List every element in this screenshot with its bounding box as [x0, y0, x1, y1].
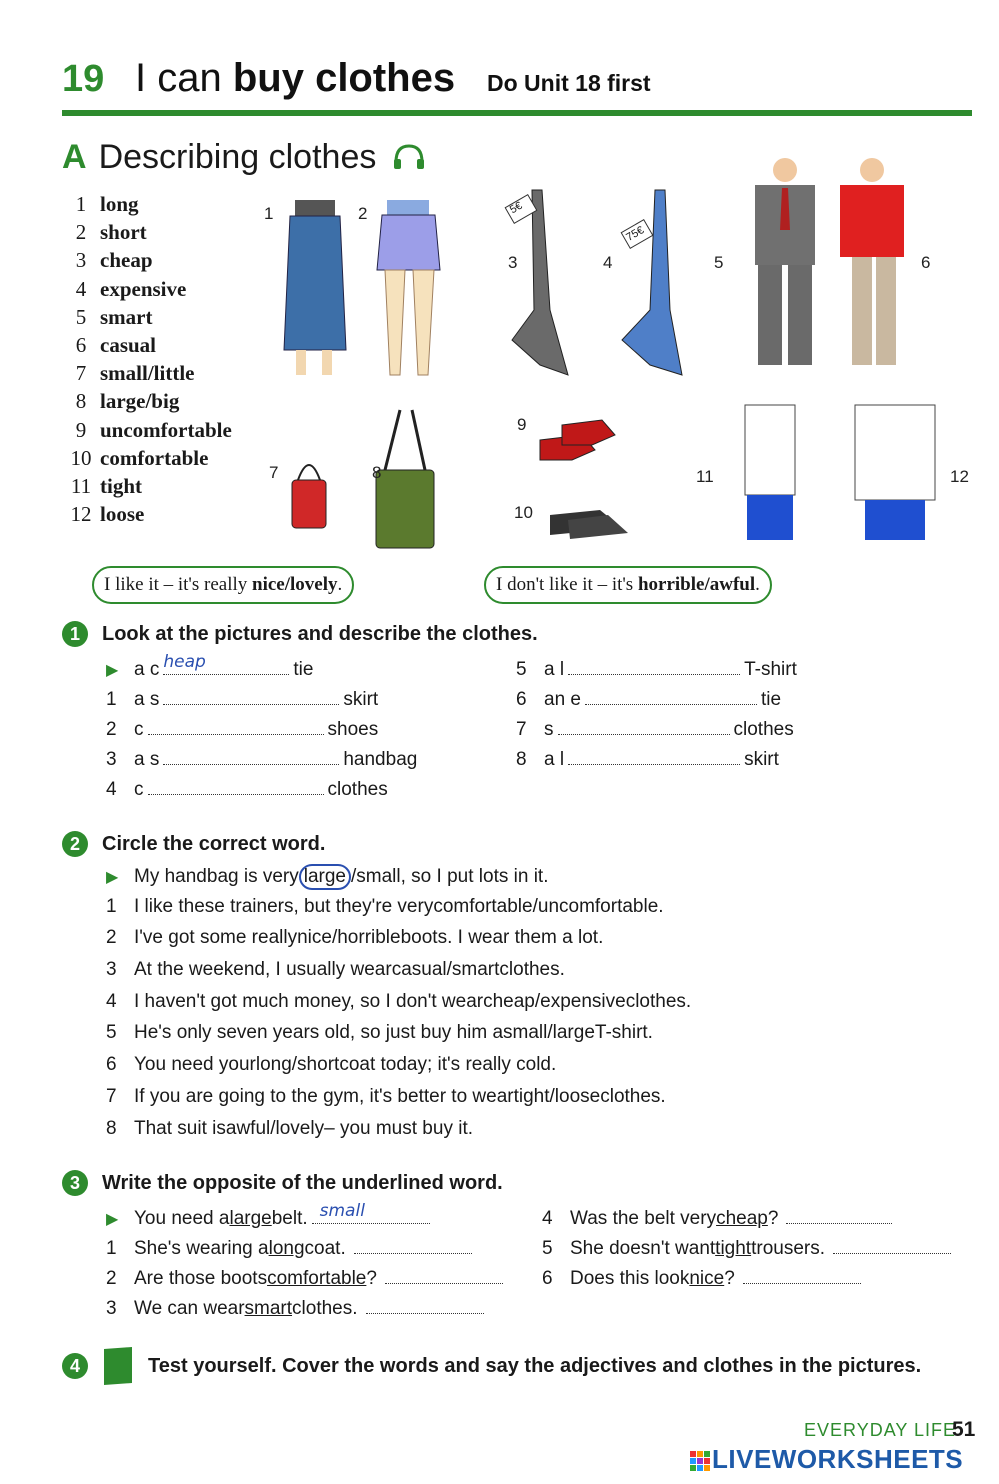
exercise-2-item: 7 If you are going to the gym, it's better to wear tight/loose clothes.	[106, 1085, 666, 1107]
exercise-1-right-column	[516, 658, 797, 778]
answer-blank[interactable]	[833, 1237, 951, 1254]
green-card-icon	[104, 1347, 132, 1385]
picture-number-10: 10	[514, 503, 533, 522]
exercise-3-badge: 3	[62, 1170, 88, 1196]
vocab-word: short	[100, 220, 147, 245]
vocab-item	[62, 248, 232, 276]
page-number: 51	[952, 1418, 976, 1441]
picture-number-4: 4	[603, 253, 613, 272]
vocab-word: loose	[100, 502, 145, 527]
vocab-word: long	[100, 192, 139, 216]
unit-title: I can buy clothes	[135, 56, 456, 100]
exercise-2-item: 2 I've got some really nice/horrible boots. I wear them a lot.	[106, 927, 604, 949]
exercise-1-left-column	[106, 652, 418, 808]
exercise-3-item: 2 Are those boots comfortable ?	[106, 1267, 507, 1297]
comfortable-shoes-illustration	[550, 510, 628, 539]
exercise-2-item: 6 You need your long/short coat today; it's really cold.	[106, 1054, 557, 1076]
exercise-4-badge: 4	[62, 1353, 88, 1379]
exercise-2-badge: 2	[62, 831, 88, 857]
circled-answer[interactable]: large	[299, 864, 351, 890]
exercise-4: 4 Test yourself. Cover the words and say the adjectives and clothes in the pictures.	[62, 1348, 921, 1384]
picture-number-8: 8	[372, 463, 382, 482]
picture-number-9: 9	[517, 415, 527, 434]
vocab-word: smart	[100, 304, 153, 329]
exercise-1-heading: 1 Look at the pictures and describe the clothes.	[62, 621, 538, 647]
loose-clothes-illustration	[855, 405, 935, 540]
picture-number-3: 3	[508, 253, 518, 272]
small-handbag-illustration	[292, 465, 326, 528]
vocab-number: 4	[75, 276, 87, 301]
header-rule	[62, 110, 972, 116]
unit-number: 19	[62, 58, 105, 100]
long-skirt-illustration	[284, 200, 346, 375]
vocab-number: 10	[70, 445, 92, 470]
vocab-item	[62, 305, 232, 333]
exercise-2-item: 5 He's only seven years old, so just buy him a small/large T-shirt.	[106, 1022, 653, 1044]
suit-man-illustration	[755, 158, 815, 365]
vocab-item	[62, 418, 232, 446]
vocab-item	[62, 361, 232, 389]
vocab-item	[62, 277, 232, 305]
vocab-number: 2	[75, 220, 87, 245]
vocab-item	[62, 474, 232, 502]
vocab-number: 9	[75, 417, 87, 442]
answer-blank[interactable]	[163, 688, 339, 705]
exercise-2-item: 8 That suit is awful/lovely – you must buy it.	[106, 1117, 473, 1139]
cheap-tie-illustration	[505, 190, 568, 375]
answer-blank[interactable]	[558, 718, 730, 735]
answer-blank[interactable]	[568, 658, 740, 675]
vocab-number: 8	[75, 389, 87, 414]
vocab-word: comfortable	[100, 445, 209, 470]
vocab-word: expensive	[100, 276, 187, 301]
exercise-1-item: 3 a s handbag	[106, 749, 418, 770]
answer-blank[interactable]	[585, 688, 757, 705]
exercise-1-item: 4 c clothes	[106, 779, 388, 800]
picture-number-7: 7	[269, 463, 279, 482]
exercise-1-badge: 1	[62, 621, 88, 647]
word-options[interactable]: long/short	[255, 1054, 340, 1076]
tight-clothes-illustration	[745, 405, 795, 540]
word-options[interactable]: nice/horrible	[297, 927, 401, 949]
exercise-3-item: 1 She's wearing a long coat.	[106, 1237, 507, 1267]
exercise-1-item: 1 a s skirt	[106, 689, 379, 710]
word-options[interactable]: comfortable/uncomfortable	[433, 895, 659, 917]
grid-logo-icon	[690, 1451, 710, 1471]
speech-bubble-dislike: I don't like it – it's horrible/awful.	[484, 566, 772, 604]
answer-blank[interactable]	[366, 1297, 484, 1314]
exercise-1-item: 5 a l T-shirt	[516, 659, 797, 680]
expensive-tie-illustration	[621, 190, 682, 375]
answer-blank[interactable]	[148, 718, 324, 735]
casual-man-illustration	[840, 158, 904, 365]
vocab-number: 12	[70, 502, 92, 527]
exercise-1-example: ▶ a c heap tie	[106, 652, 314, 680]
vocab-number: 5	[75, 304, 87, 329]
picture-number-11: 11	[696, 467, 714, 486]
picture-number-6: 6	[921, 253, 931, 272]
answer-blank[interactable]	[148, 778, 324, 795]
vocab-word: cheap	[100, 248, 153, 273]
word-options[interactable]: awful/lovely	[225, 1117, 325, 1139]
uncomfortable-shoes-illustration	[540, 420, 615, 460]
price-tag-cheap: 5€	[507, 199, 525, 217]
exercise-3-heading: 3 Write the opposite of the underlined word.	[62, 1170, 503, 1196]
vocab-item	[62, 192, 232, 220]
exercise-1-item: 2 c shoes	[106, 719, 379, 740]
exercise-3-item: 5 She doesn't want tight trousers.	[542, 1237, 955, 1267]
exercise-1-item: 7 s clothes	[516, 719, 794, 740]
speech-bubble-like: I like it – it's really nice/lovely.	[92, 566, 354, 604]
picture-number-2: 2	[358, 204, 368, 223]
vocab-item	[62, 389, 232, 417]
vocab-item	[62, 446, 232, 474]
vocab-word: uncomfortable	[100, 417, 232, 442]
vocab-word: large/big	[100, 389, 180, 414]
exercise-3-item: 4 Was the belt very cheap ?	[542, 1207, 955, 1237]
vocab-number: 7	[75, 361, 87, 386]
section-a-title: A Describing clothes	[62, 138, 426, 177]
vocab-number: 6	[75, 332, 87, 357]
price-tag-expensive: 75€	[624, 224, 647, 244]
liveworksheets-logo: LIVEWORKSHEETS	[690, 1444, 963, 1475]
exercise-2-item: 4 I haven't got much money, so I don't wear cheap/expensive clothes.	[106, 990, 692, 1012]
word-options[interactable]: casual/smart	[391, 959, 500, 981]
vocab-number: 3	[75, 248, 87, 273]
word-options[interactable]: cheap/expensive	[483, 990, 626, 1012]
picture-number-12: 12	[950, 467, 969, 486]
exercise-3-left-column	[106, 1201, 507, 1327]
answer-blank[interactable]	[385, 1267, 503, 1284]
exercise-1-item: 6 an e tie	[516, 689, 782, 710]
footer-section: EVERYDAY LIFE	[804, 1420, 957, 1440]
exercise-2-heading: 2 Circle the correct word.	[62, 831, 325, 857]
exercise-2-item: 3 At the weekend, I usually wear casual/smart clothes.	[106, 959, 565, 981]
vocab-item	[62, 220, 232, 248]
exercise-3-right-column	[542, 1207, 955, 1297]
vocab-item	[62, 333, 232, 361]
answer-blank[interactable]	[354, 1237, 472, 1254]
exercise-3-item: 6 Does this look nice ?	[542, 1267, 955, 1297]
option-small[interactable]: small	[356, 866, 401, 887]
handwritten-answer: heap	[163, 652, 206, 672]
vocab-item	[62, 502, 232, 530]
vocabulary-list	[62, 192, 232, 530]
picture-number-1: 1	[264, 204, 274, 223]
vocab-word: tight	[100, 473, 142, 498]
exercise-3-example: ▶ You need a large belt. small	[106, 1207, 507, 1237]
vocab-number: 11	[70, 473, 92, 498]
handwritten-answer-small: small	[319, 1201, 365, 1221]
answer-blank[interactable]	[163, 748, 339, 765]
word-options[interactable]: tight/loose	[513, 1085, 601, 1107]
exercise-2-list	[106, 864, 691, 1149]
unit-note: Do Unit 18 first	[487, 70, 651, 96]
vocab-word: casual	[100, 332, 157, 357]
picture-number-5: 5	[714, 253, 724, 272]
answer-blank[interactable]	[568, 748, 740, 765]
exercise-1-item: 8 a l skirt	[516, 749, 779, 770]
vocab-word: small/little	[100, 361, 195, 386]
large-handbag-illustration	[376, 410, 434, 548]
exercise-3-item: 3 We can wear smart clothes.	[106, 1297, 507, 1327]
exercise-2-example: ▶ My handbag is very large / small , so I put lots in it.	[106, 864, 691, 896]
vocab-number: 1	[75, 192, 87, 216]
word-options[interactable]: small/large	[503, 1022, 595, 1044]
short-skirt-illustration	[377, 200, 440, 375]
exercise-2-item: 1 I like these trainers, but they're very comfortable/uncomfortable .	[106, 895, 664, 917]
answer-blank[interactable]	[786, 1207, 892, 1224]
answer-blank[interactable]	[743, 1267, 861, 1284]
